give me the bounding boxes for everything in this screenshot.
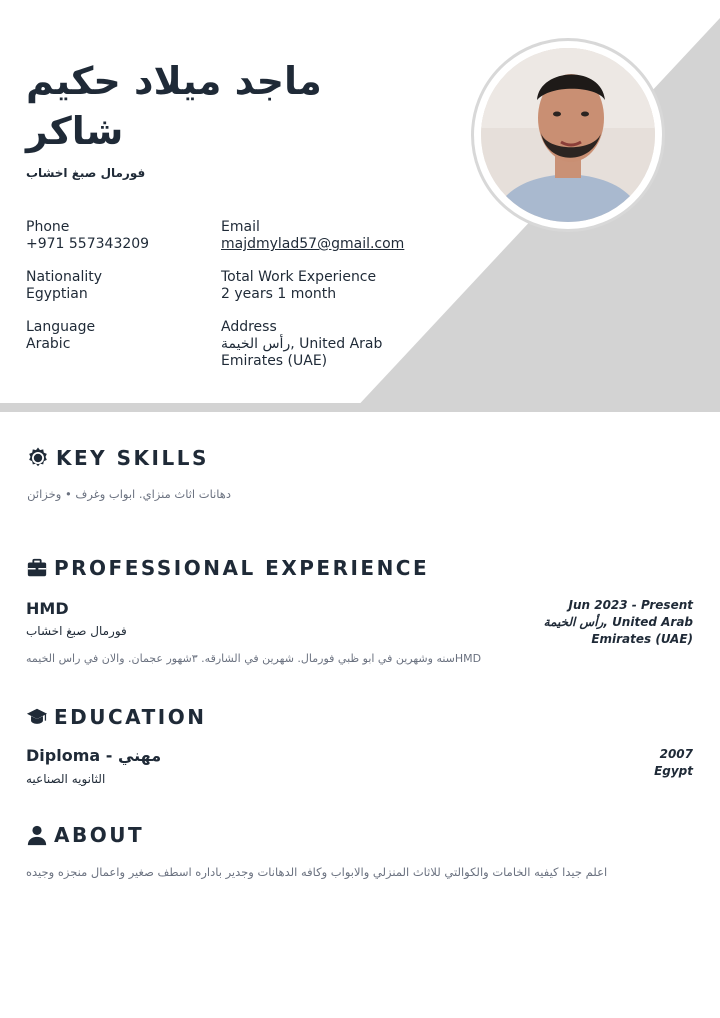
email-link[interactable]: majdmylad57@gmail.com (221, 236, 405, 252)
about-section-title (26, 823, 144, 847)
education-degree: Diploma - مهني (26, 746, 162, 765)
address-block (221, 319, 411, 370)
experience-total-block (221, 269, 376, 303)
candidate-name-line1: ماجد ميلاد حكيم (26, 59, 322, 103)
address-value-line2: Emirates (UAE) (221, 353, 328, 369)
language-label: Language (26, 319, 96, 335)
email-label: Email (221, 219, 260, 235)
nationality-block (26, 269, 102, 303)
skill-item: دهانات اثاث منزاي. ابواب وغرف • وخزائن (27, 487, 231, 501)
language-value: Arabic (26, 336, 71, 352)
experience-location-line2: Emirates (UAE) (591, 632, 693, 646)
candidate-name (26, 56, 446, 156)
education-title-text: EDUCATION (54, 705, 207, 729)
nationality-label: Nationality (26, 269, 103, 285)
graduation-cap-icon (26, 706, 48, 728)
education-country: Egypt (654, 764, 693, 778)
about-text: اعلم جيدا كيفيه الخامات والكوالتي للاثاث المنزلي والابواب وكافه الدهانات وجدير باداره اسطف صغير واعمال منجزه وجيده (26, 865, 608, 879)
about-title-text: ABOUT (54, 823, 145, 847)
experience-dates: Jun 2023 - Present (568, 598, 693, 612)
address-value-line1: رأس الخيمة, United Arab (221, 336, 383, 352)
phone-label: Phone (26, 219, 70, 235)
briefcase-icon (26, 557, 48, 579)
experience-location-line1: رأس الخيمة, United Arab (543, 615, 693, 629)
experience-meta (493, 597, 693, 648)
education-year: 2007 (659, 747, 693, 761)
language-block (26, 319, 95, 353)
candidate-name-line2: شاكر (26, 109, 124, 153)
experience-section-title (26, 556, 429, 580)
skills-title-text: KEY SKILLS (56, 446, 209, 470)
experience-role: فورمال صبغ اخشاب (26, 624, 127, 638)
experience-total-value: 2 years 1 month (221, 286, 337, 302)
experience-company: HMD (26, 599, 69, 618)
experience-total-label: Total Work Experience (221, 269, 377, 285)
education-meta (543, 746, 693, 780)
gear-icon (26, 446, 50, 470)
user-icon (26, 824, 48, 846)
address-label: Address (221, 319, 277, 335)
experience-description: HMDسنه وشهرين في ابو ظبي فورمال. شهرين في الشارقه. ٣شهور عجمان. والان في راس الخيمه (26, 652, 482, 665)
education-section-title (26, 705, 206, 729)
nationality-value: Egyptian (26, 286, 88, 302)
header (0, 0, 720, 412)
email-block (221, 219, 404, 253)
profile-photo (481, 48, 655, 222)
job-title: فورمال صبغ اخشاب (26, 166, 146, 180)
phone-block (26, 219, 149, 253)
education-school: الثانويه الصناعيه (26, 772, 106, 786)
skills-section-title (26, 446, 209, 470)
phone-value[interactable]: +971 557343209 (26, 236, 150, 252)
experience-title-text: PROFESSIONAL EXPERIENCE (54, 556, 430, 580)
